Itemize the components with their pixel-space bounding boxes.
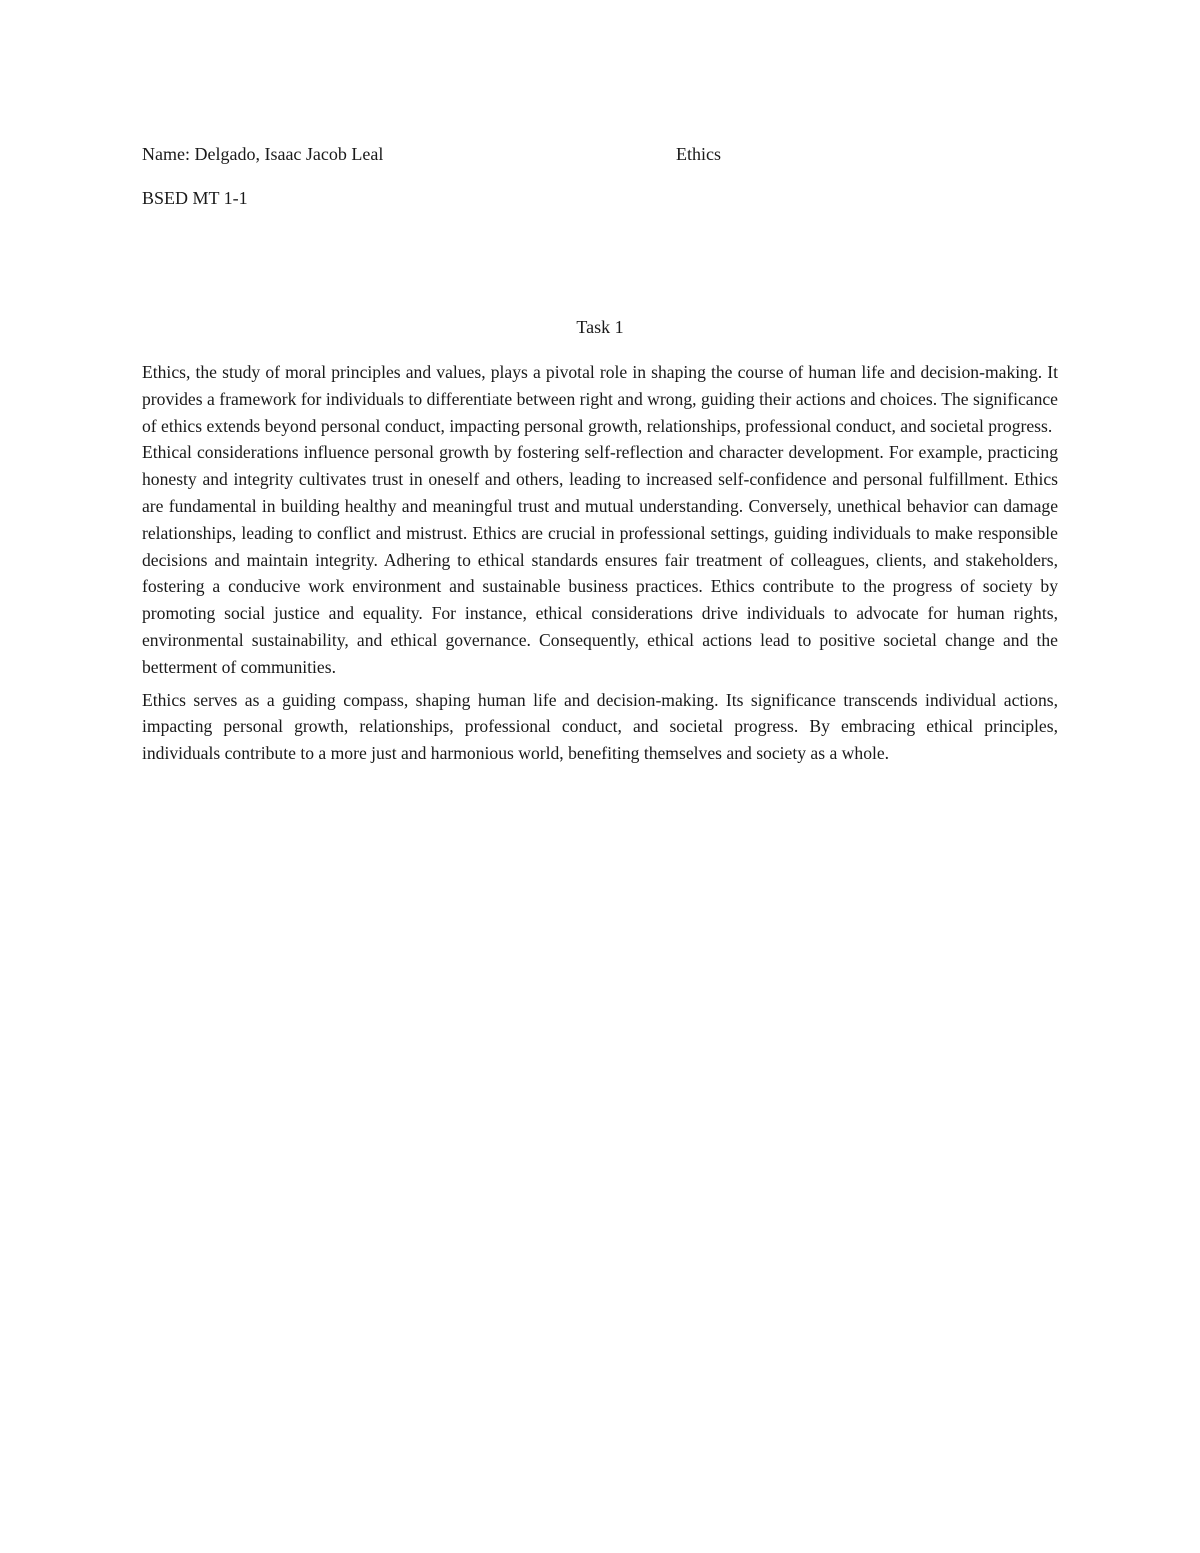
subject-label: Ethics xyxy=(676,144,721,164)
section-label: BSED MT 1-1 xyxy=(142,188,248,208)
document-title: Task 1 xyxy=(576,317,624,337)
student-name: Name: Delgado, Isaac Jacob Leal xyxy=(142,144,384,164)
paragraph-3: Ethics serves as a guiding compass, shaping human life and decision-making. Its significance transcends individual actions, impacting personal growth, relationships, professional conduct, and societal progress. By embracing ethical principles, individuals contribute to a more just and harmonious world, benefiting themselves and society as a whole. xyxy=(142,689,1058,764)
paragraph-2: Ethical considerations influence personal growth by fostering self-reflection and character development. For example, practicing honesty and integrity cultivates trust in oneself and others, leading to increased self-confidence and personal fulfillment. Ethics are fundamental in building healthy and meaningful trust and mutual understanding. Conversely, unethical behavior can damage relationships, leading to conflict and mistrust. Ethics are crucial in professional settings, guiding individuals to make responsible decisions and maintain integrity. Adhering to ethical standards ensures fair treatment of colleagues, clients, and stakeholders, fostering a conducive work environment and sustainable business practices. Ethics contribute to the progress of society by promoting social justice and equality. For instance, ethical considerations drive individuals to advocate for human rights, environmental sustainability, and ethical governance. Consequently, ethical actions lead to positive societal change and the betterment of communities. xyxy=(142,442,1058,677)
paragraph-1: Ethics, the study of moral principles and values, plays a pivotal role in shaping the course of human life and decision-making. It provides a framework for individuals to differentiate between right and wrong, guiding their actions and choices. The significance of ethics extends beyond personal conduct, impacting personal growth, relationships, professional conduct, and societal progress. xyxy=(142,362,1058,436)
document-body xyxy=(142,359,1058,773)
